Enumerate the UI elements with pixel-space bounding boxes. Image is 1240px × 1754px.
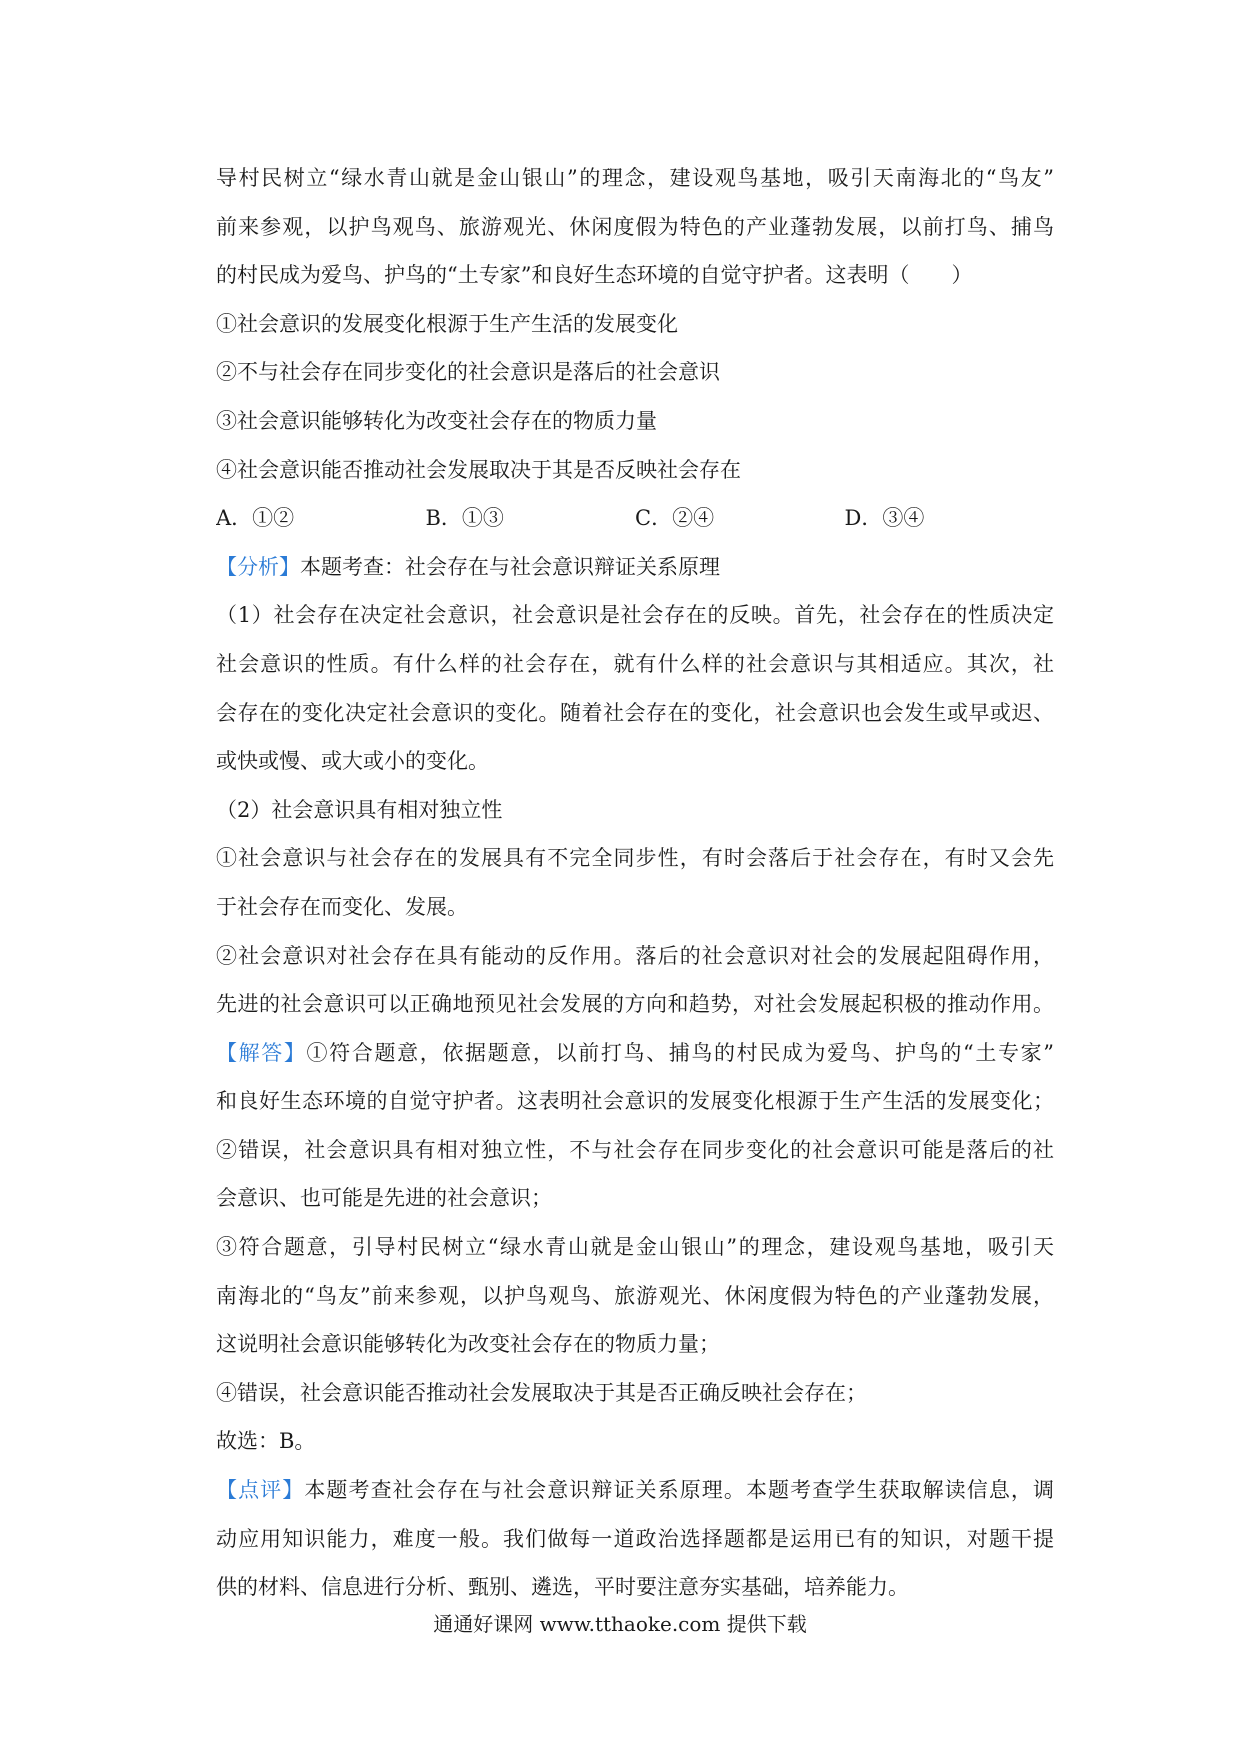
analysis-line: 社会意识的性质。有什么样的社会存在，就有什么样的社会意识与其相适应。其次，社 [216, 651, 1054, 676]
option-b: B．①③ [425, 506, 504, 531]
answer-line: 会意识、也可能是先进的社会意识； [216, 1186, 552, 1211]
statement-4: ④社会意识能否推动社会发展取决于其是否反映社会存在 [216, 457, 741, 482]
analysis-heading [216, 543, 1054, 592]
statement-3: ③社会意识能够转化为改变社会存在的物质力量 [216, 408, 657, 433]
answer-line: 南海北的“鸟友”前来参观，以护鸟观鸟、旅游观光、休闲度假为特色的产业蓬勃发展， [216, 1283, 1054, 1308]
comment-line: 动应用知识能力，难度一般。我们做每一道政治选择题都是运用已有的知识，对题干提 [216, 1526, 1054, 1551]
answer-options [216, 494, 1054, 543]
answer-line: ②错误，社会意识具有相对独立性，不与社会存在同步变化的社会意识可能是落后的社 [216, 1137, 1054, 1162]
analysis-line: ①社会意识与社会存在的发展具有不完全同步性，有时会落后于社会存在，有时又会先 [216, 846, 1054, 871]
answer-line: ④错误，社会意识能否推动社会发展取决于其是否正确反映社会存在； [216, 1380, 867, 1405]
option-d: D．③④ [844, 506, 925, 531]
answer-tag: 【解答】 [216, 1040, 307, 1065]
answer-final-choice: 故选：B。 [216, 1429, 316, 1454]
statement-2: ②不与社会存在同步变化的社会意识是落后的社会意识 [216, 360, 720, 385]
question-stem-line: 前来参观，以护鸟观鸟、旅游观光、休闲度假为特色的产业蓬勃发展，以前打鸟、捕鸟 [216, 214, 1054, 239]
question-stem-line: 的村民成为爱鸟、护鸟的“土专家”和良好生态环境的自觉守护者。这表明（ ） [216, 263, 973, 288]
analysis-line: 或快或慢、或大或小的变化。 [216, 749, 489, 774]
analysis-line: 会存在的变化决定社会意识的变化。随着社会存在的变化，社会意识也会发生或早或迟、 [216, 700, 1054, 725]
analysis-line: （2）社会意识具有相对独立性 [216, 797, 503, 822]
comment-line: 供的材料、信息进行分析、甄别、遴选，平时要注意夯实基础，培养能力。 [216, 1575, 909, 1600]
analysis-intro: 本题考查：社会存在与社会意识辩证关系原理 [300, 554, 720, 579]
page-footer: 通通好课网 www.tthaoke.com 提供下载 [433, 1612, 807, 1636]
answer-line: ③符合题意，引导村民树立“绿水青山就是金山银山”的理念，建设观鸟基地，吸引天 [216, 1235, 1054, 1260]
answer-heading [216, 1029, 1054, 1078]
comment-tag: 【点评】 [216, 1478, 305, 1503]
comment-first-line: 本题考查社会存在与社会意识辩证关系原理。本题考查学生获取解读信息，调 [304, 1478, 1054, 1503]
analysis-line: 于社会存在而变化、发展。 [216, 894, 468, 919]
analysis-tag: 【分析】 [216, 554, 300, 579]
question-stem-line: 导村民树立“绿水青山就是金山银山”的理念，建设观鸟基地，吸引天南海北的“鸟友” [216, 166, 1054, 190]
analysis-line: ②社会意识对社会存在具有能动的反作用。落后的社会意识对社会的发展起阻碍作用， [216, 943, 1054, 968]
comment-heading [216, 1466, 1054, 1515]
analysis-line: （1）社会存在决定社会意识，社会意识是社会存在的反映。首先，社会存在的性质决定 [216, 603, 1054, 628]
answer-first-line: ①符合题意，依据题意，以前打鸟、捕鸟的村民成为爱鸟、护鸟的“土专家” [306, 1040, 1054, 1065]
page-content [216, 154, 1054, 1612]
statement-1: ①社会意识的发展变化根源于生产生活的发展变化 [216, 311, 678, 336]
option-c: C．②④ [635, 506, 715, 531]
option-a: A．①② [216, 506, 295, 531]
analysis-line: 先进的社会意识可以正确地预见社会发展的方向和趋势，对社会发展起积极的推动作用。 [216, 992, 1054, 1017]
answer-line: 和良好生态环境的自觉守护者。这表明社会意识的发展变化根源于生产生活的发展变化； [216, 1089, 1054, 1114]
answer-line: 这说明社会意识能够转化为改变社会存在的物质力量； [216, 1332, 720, 1357]
